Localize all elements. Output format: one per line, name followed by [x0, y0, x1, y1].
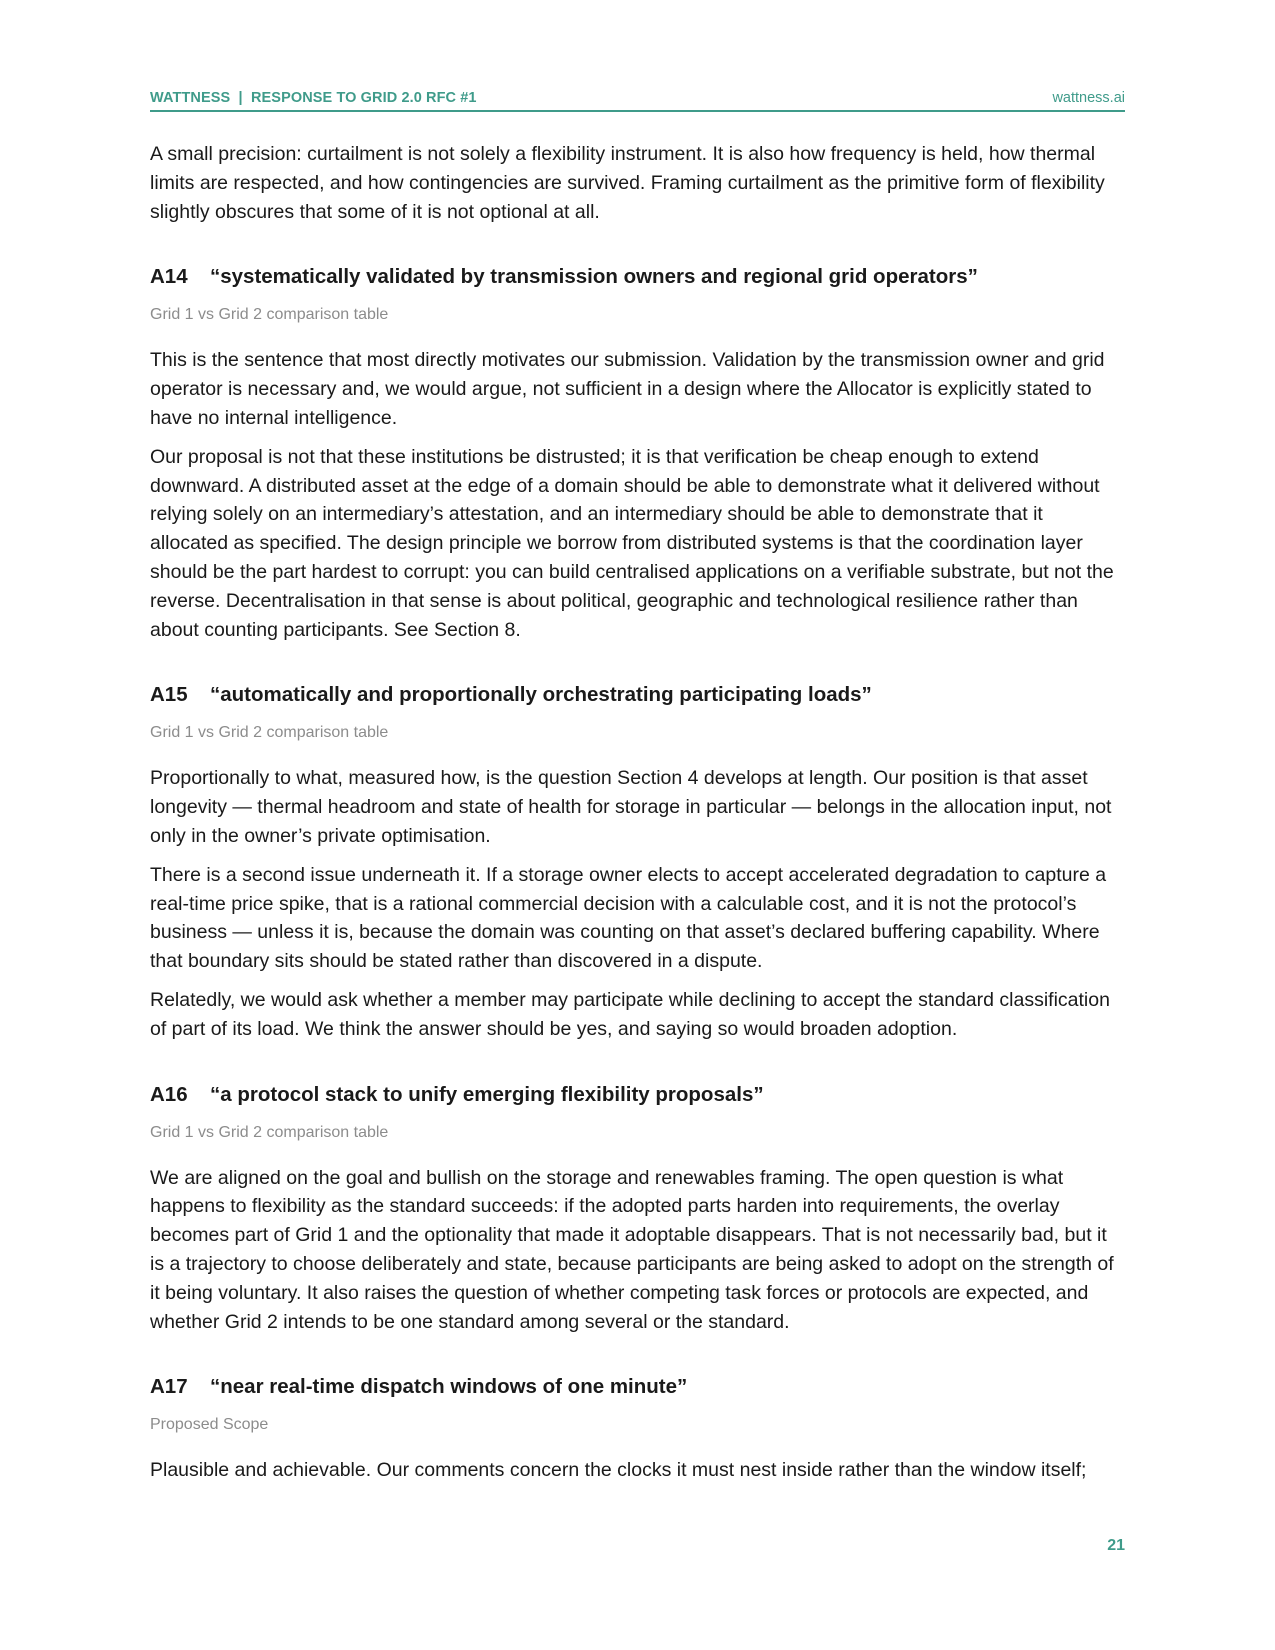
- section-paragraph: We are aligned on the goal and bullish on the storage and renewables framing. The open question is what happens to flexibility as the standard succeeds: if the adopted parts harden into requirements, the overlay becomes part of Grid 1 and the optionality that made it adoptable disappears. That is not necessarily bad, but it is a trajectory to choose deliberately and state, because participants are being asked to adopt on the strength of it being voluntary. It also raises the question of whether competing task forces or protocols are expected, and whether Grid 2 intends to be one standard among several or the standard.: [150, 1166, 1114, 1333]
- page-number: 21: [1107, 1537, 1125, 1554]
- section-heading: [150, 264, 1125, 290]
- section-heading: [150, 1082, 1125, 1108]
- section-a16: [150, 1082, 1125, 1337]
- section-heading: [150, 682, 1125, 708]
- section-a15: [150, 682, 1125, 1043]
- section-paragraph: There is a second issue underneath it. If a storage owner elects to accept accelerated degradation to capture a real-time price spike, that is a rational commercial decision with a calculable cost, and it is not the protocol’s business — unless it is, because the domain was counting on that asset’s declared buffering capability. Where that boundary sits should be stated rather than discovered in a dispute.: [150, 863, 1107, 973]
- section-title: “systematically validated by transmission owners and regional grid operators”: [210, 265, 978, 289]
- section-number: A16: [150, 1082, 188, 1106]
- section-title: “near real-time dispatch windows of one minute”: [210, 1375, 688, 1399]
- section-number: A17: [150, 1375, 188, 1399]
- section-number: A14: [150, 265, 188, 289]
- document-page: [150, 0, 1125, 1650]
- section-source: Grid 1 vs Grid 2 comparison table: [150, 306, 389, 324]
- running-header: [150, 90, 1125, 112]
- header-website: wattness.ai: [1052, 90, 1125, 106]
- section-a17: [150, 1374, 1125, 1485]
- section-paragraph: Plausible and achievable. Our comments concern the clocks it must nest inside rather than the window itself;: [150, 1459, 1087, 1482]
- section-source: Grid 1 vs Grid 2 comparison table: [150, 724, 389, 742]
- section-title: “automatically and proportionally orchestrating participating loads”: [210, 683, 872, 707]
- header-title: WATTNESS | RESPONSE TO GRID 2.0 RFC #1: [150, 90, 477, 106]
- section-paragraph: This is the sentence that most directly motivates our submission. Validation by the transmission owner and grid operator is necessary and, we would argue, not sufficient in a design where the Allocator is explicitly stated to have no internal intelligence.: [150, 349, 1105, 429]
- section-a14: [150, 264, 1125, 644]
- section-source: Grid 1 vs Grid 2 comparison table: [150, 1123, 389, 1141]
- section-title: “a protocol stack to unify emerging flexibility proposals”: [210, 1082, 764, 1106]
- section-heading: [150, 1374, 1125, 1400]
- intro-paragraph: A small precision: curtailment is not solely a flexibility instrument. It is also how frequency is held, how thermal limits are respected, and how contingencies are survived. Framing curtailment as the primitive form of flexibility slightly obscures that some of it is not optional at all.: [150, 143, 1105, 223]
- section-paragraph: Our proposal is not that these institutions be distrusted; it is that verification be cheap enough to extend downward. A distributed asset at the edge of a domain should be able to demonstrate what it delivered without relying solely on an intermediary’s attestation, and an intermediary should be able to demonstrate that it allocated as specified. The design principle we borrow from distributed systems is that the coordination layer should be the part hardest to corrupt: you can build centralised applications on a verifiable substrate, but not the reverse. Decentralisation in that sense is about political, geographic and technological resilience rather than about counting participants. See Section 8.: [150, 445, 1114, 641]
- page-content: [150, 140, 1125, 1495]
- section-source: Proposed Scope: [150, 1416, 269, 1434]
- section-paragraph: Proportionally to what, measured how, is the question Section 4 develops at length. Our position is that asset longevity — thermal headroom and state of health for storage in particular — belongs in the allocation input, not only in the owner’s private optimisation.: [150, 767, 1112, 847]
- section-number: A15: [150, 683, 188, 707]
- section-paragraph: Relatedly, we would ask whether a member may participate while declining to accept the standard classification of part of its load. We think the answer should be yes, and saying so would broaden adoption.: [150, 988, 1110, 1040]
